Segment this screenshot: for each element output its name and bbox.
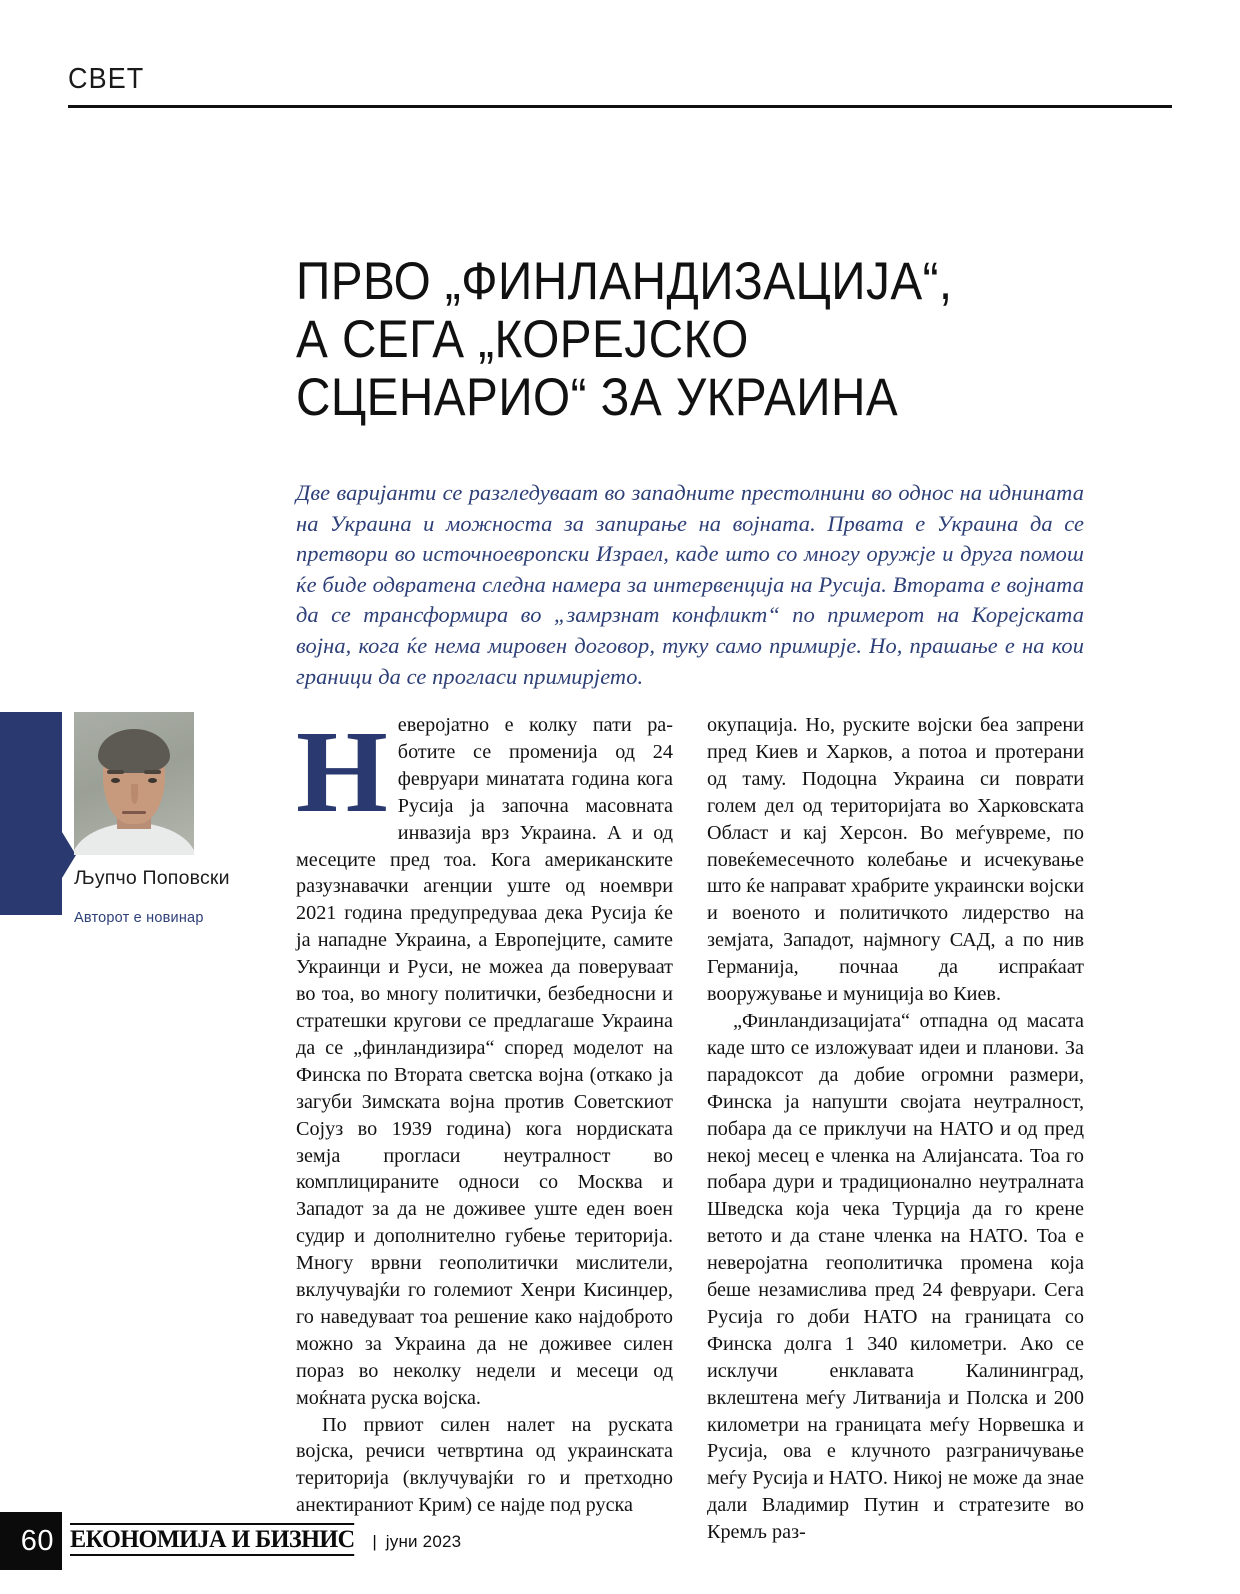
headline-line-2: А СЕГА „КОРЕЈСКО	[296, 310, 749, 370]
page-number: 60	[20, 1524, 54, 1557]
masthead-separator: |	[372, 1532, 377, 1551]
section-header	[68, 62, 1172, 110]
author-name: Љупчо Поповски	[74, 867, 230, 889]
avatar-brow-left	[107, 770, 124, 774]
avatar-eye-left	[111, 778, 120, 783]
section-kicker: СВЕТ	[68, 63, 145, 95]
accent-bar-body	[0, 712, 62, 915]
avatar-brow-right	[144, 770, 161, 774]
body-column-left	[296, 706, 673, 1517]
headline-line-1: ПРВО „ФИНЛАНДИЗАЦИЈА“,	[296, 252, 953, 312]
body-column-right	[707, 712, 1084, 1544]
page-number-box	[0, 1512, 62, 1570]
header-divider	[68, 105, 1172, 108]
avatar-nose	[131, 784, 138, 804]
masthead-logo: ЕКОНОМИЈА И БИЗНИС	[70, 1523, 355, 1556]
author-block	[74, 712, 274, 926]
avatar	[74, 712, 194, 855]
headline-line-3: СЦЕНАРИО“ ЗА УКРАИНА	[296, 368, 899, 428]
body-paragraph: окупација. Но, руските војски беа запрени пред Киев и Харков, а потоа и протерани од таму. Подоцна Украина си поврати голем дел од територијата во Харковската Област и кај Херсон. Во меѓувреме, по повеќемесечното колебање и исчекување што ќе направат храбрите украински војски и военото и политичкото лидерство на земјата, Западот, најмногу САД, а по нив Германија, почнаа да испраќаат вооружување и муниција во Киев.	[707, 714, 1084, 1006]
page-footer	[0, 1512, 1240, 1570]
issue-date: јуни 2023	[385, 1532, 462, 1551]
lead-paragraph: Две варијанти се разгледуваат во западните престолнини во однос на иднината на Украина и можноста за запирање на војната. Првата е Украина да се претвори во источноевропски Израел, каде што со многу оружје и друга помош ќе биде одвратена следна намера за интервенција на Русија. Втората е војната да се трансформира во „замрзнат конфликт“ по примерот на Корејската војна, кога ќе нема мировен договор, туку само примирје. Но, прашање е на кои граници да се прогласи примирјето.	[296, 480, 1084, 689]
avatar-mouth	[122, 811, 146, 814]
body-paragraph: „Финландизацијата“ отпадна од масата каде што се изложуваат идеи и планови. За парадоксот да добие огромни размери, Финска ја напушти својата неутралност, побара да се приклучи на НАТО и од пред некој месец е членка на Алијансата. Тоа го побара дури и традиционално неутралната Шведска која чека Турција да го крене ветото и да стане членка на НАТО. Тоа е невероjатна геополитичка промена која беше незамислива пред 24 февруари. Сега Русија го доби НАТО на границата со Финска долга 1 340 километри. Ако се исклучи енклавата Калининград, вклештена меѓу Литванија и Полска и 200 километри на границата меѓу Норвешка и Русија, ова е клучното разграничување меѓу Русија и НАТО. Никој не може да знае дали Владимир Путин и стратезите во Кремљ раз-	[707, 1009, 1084, 1544]
body-paragraph: По првиот силен налет на руската војска, речиси четвртина од украинската територија (вклучувајќи го и претходно анектираниот Крим) се најде под руска	[296, 1413, 673, 1517]
masthead	[70, 1523, 461, 1556]
author-role: Авторот е новинар	[74, 910, 204, 926]
author-accent-bar	[0, 712, 74, 915]
page-title	[296, 253, 1096, 427]
avatar-eye-right	[148, 778, 157, 783]
body-paragraph: Невероjатно е колку пати работите се променија од 24 февруари минатата година кога Русија ја започна масовната инвазија врз Украина. А и од месеците пред тоа. Кога американските разузнавачки агенции уште од ноември 2021 година предупредуваа дека Русија ќе ја нападне Украина, а Европејците, самите Украинци и Руси, не можеа да поверуваат во тоа, во многу политички, безбедносни и стратешки кругови се предлагаше Украина да се „финландизира“ според моделот на Финска по Втората светска војна (откако ја загуби Зимската војна против Советскиот Сојуз во 1939 година) кога нордиската земја прогласи неутралност во комплицираните односи со Москва и Западот за да не доживее уште еден воен судир и дополнително губење територија. Многу врвни геополитички мислители, вклучувајќи го големиот Хенри Кисинџер, го наведуваат тоа решение како најдоброто можно за Украина да не доживее силен пораз во неколку недели и месеци од моќната руска војска.	[296, 706, 673, 1409]
